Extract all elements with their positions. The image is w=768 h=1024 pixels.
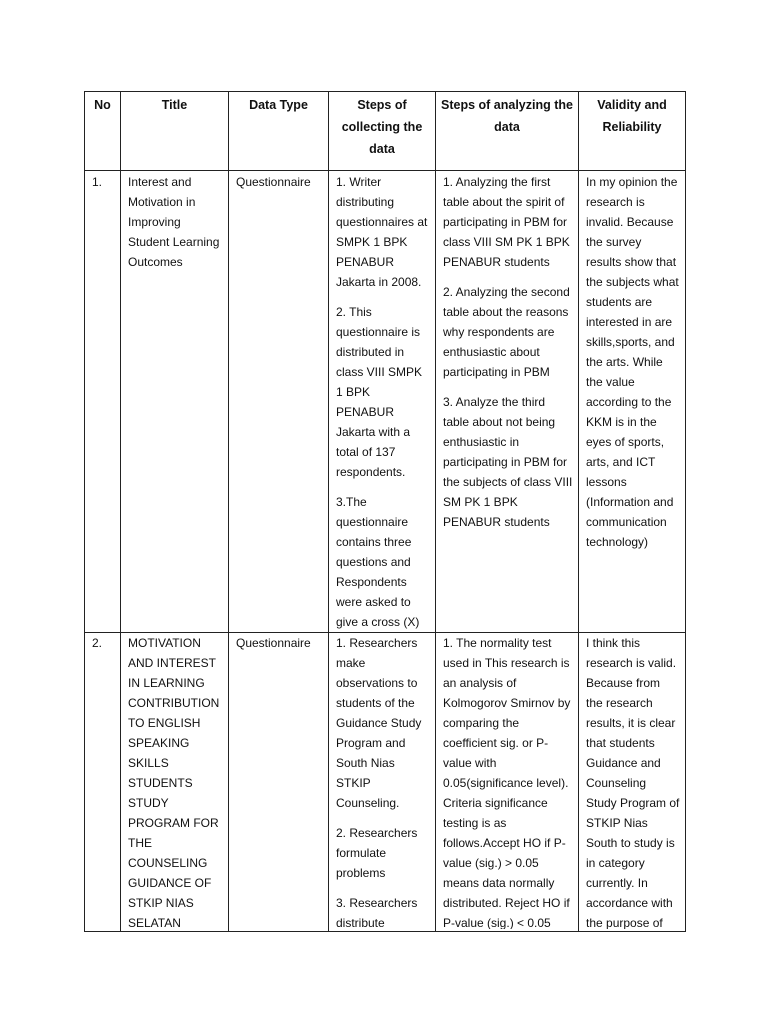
- analyzing-step: 1. Analyzing the first table about the spirit of participating in PBM for class VIII SM PK 1 BPK PENABUR students: [443, 175, 570, 269]
- analyzing-step: 1. The normality test used in This research is an analysis of Kolmogorov Smirnov by comparing the coefficient sig. or P-value with 0.05(significance level). Criteria significance testing is as follows.Accept HO if P-value (sig.) > 0.05 means data normally distributed. Reject HO if P-value (sig.) < 0.05: [443, 636, 571, 929]
- collecting-step: 2. This questionnaire is distributed in class VIII SMPK 1 BPK PENABUR Jakarta with a total of 137 respondents.: [336, 305, 423, 479]
- collecting-step: 3.The questionnaire contains three questions and Respondents were asked to give a cross (X): [336, 495, 420, 629]
- header-no: No: [85, 92, 121, 171]
- table-row: [85, 633, 686, 932]
- cell-title-text: MOTIVATION AND INTEREST IN LEARNING CONTRIBUTION TO ENGLISH SPEAKING SKILLS STUDENTS STUDY PROGRAM FOR THE COUNSELING GUIDANCE OF STKIP NIAS SELATAN: [128, 636, 220, 929]
- cell-title: [121, 633, 229, 932]
- table-header-row: [85, 92, 686, 171]
- collecting-step: 2. Researchers formulate problems: [336, 826, 418, 880]
- cell-analyzing: [436, 171, 579, 633]
- cell-analyzing: [436, 633, 579, 932]
- cell-data-type: Questionnaire: [229, 171, 329, 633]
- collecting-step: 3. Researchers distribute: [336, 896, 418, 929]
- cell-collecting: [329, 633, 436, 932]
- collecting-step: 1. Writer distributing questionnaires at SMPK 1 BPK PENABUR Jakarta in 2008.: [336, 175, 428, 289]
- analyzing-step: 3. Analyze the third table about not being enthusiastic in participating in PBM for the subjects of class VIII SM PK 1 BPK PENABUR students: [443, 395, 573, 529]
- cell-title: Interest and Motivation in Improving Student Learning Outcomes: [121, 171, 229, 633]
- research-comparison-table: [84, 91, 686, 932]
- header-steps-collecting: Steps of collecting the data: [329, 92, 436, 171]
- cell-collecting: [329, 171, 436, 633]
- cell-data-type: [229, 633, 329, 932]
- header-data-type: Data Type: [229, 92, 329, 171]
- table-row: [85, 171, 686, 633]
- collecting-step: 1. Researchers make observations to students of the Guidance Study Program and South Nias STKIP Counseling.: [336, 636, 422, 810]
- cell-analyzing-clip: [443, 633, 573, 929]
- header-title: Title: [121, 92, 229, 171]
- analyzing-step: 2. Analyzing the second table about the reasons why respondents are enthusiastic about participating in PBM: [443, 285, 570, 379]
- cell-validity: [579, 633, 686, 932]
- cell-validity-text: I think this research is valid. Because from the research results, it is clear that students Guidance and Counseling Study Program of STKIP Nias South to study is in category currently. In accordance with the purpose of: [586, 636, 680, 929]
- header-steps-analyzing: Steps of analyzing the data: [436, 92, 579, 171]
- cell-no-text: 2.: [92, 636, 103, 650]
- cell-data-type-text: Questionnaire: [236, 636, 311, 650]
- header-validity: Validity and Reliability: [579, 92, 686, 171]
- cell-no: [85, 633, 121, 932]
- cell-no: 1.: [85, 171, 121, 633]
- cell-validity: In my opinion the research is invalid. Because the survey results show that the subjects what students are interested in are skills,sports, and the arts. While the value according to the KKM is in the eyes of sports, arts, and ICT lessons (Information and communication technology): [579, 171, 686, 633]
- cell-collecting-clip: [336, 633, 430, 929]
